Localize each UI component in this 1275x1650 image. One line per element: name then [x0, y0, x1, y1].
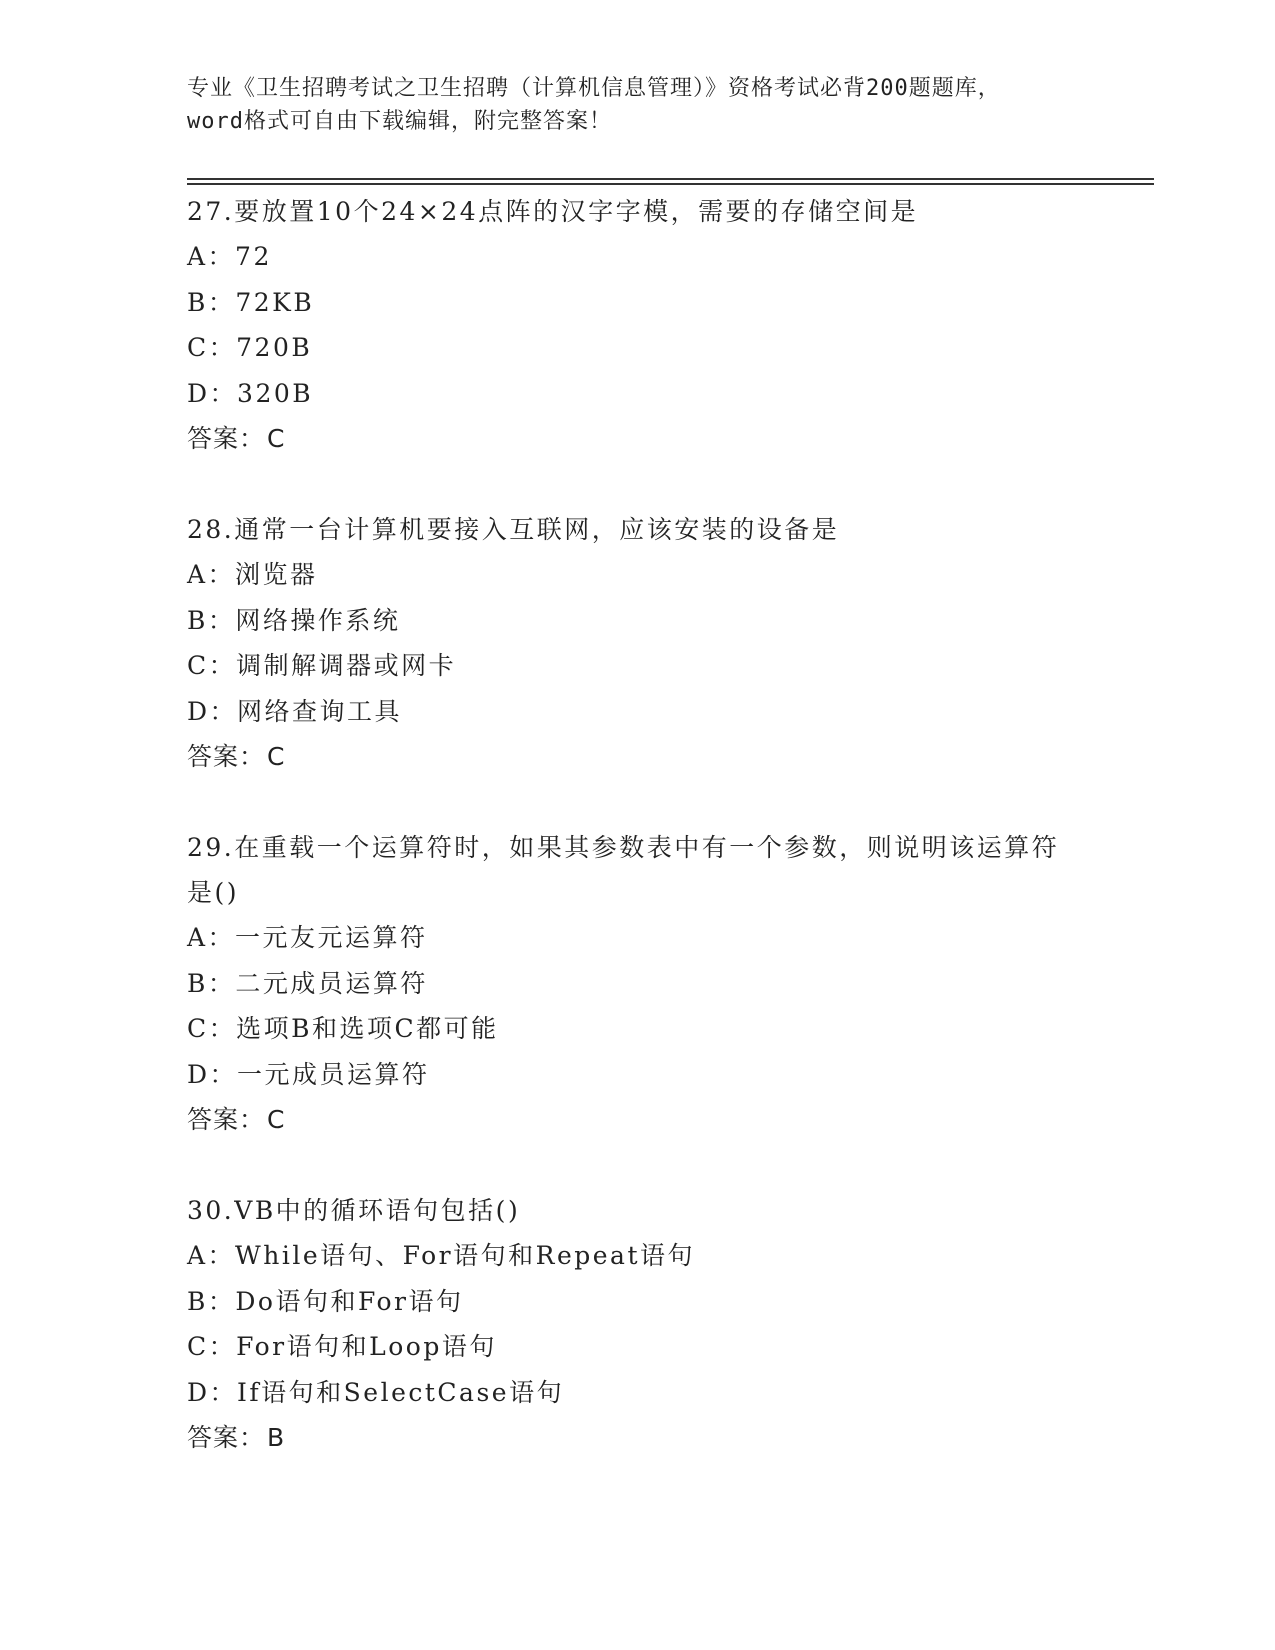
option-a: A：一元友元运算符 [187, 923, 428, 952]
header-line-2: word格式可自由下载编辑，附完整答案！ [187, 109, 612, 134]
answer-line [187, 416, 1087, 461]
option-c: C：720B [187, 333, 313, 362]
option-a: A：While语句、For语句和Repeat语句 [187, 1241, 695, 1270]
option-c: C：选项B和选项C都可能 [187, 1014, 499, 1043]
option-c: C：调制解调器或网卡 [187, 651, 457, 680]
document-header [187, 72, 1087, 138]
answer-label: 答案： [187, 424, 266, 453]
answer-value: B [267, 1423, 286, 1452]
question-27 [187, 189, 1087, 461]
option-b: B：网络操作系统 [187, 605, 401, 635]
question-stem: 27.要放置10个24×24点阵的汉字字模，需要的存储空间是 [187, 197, 919, 226]
question-stem: 29.在重载一个运算符时，如果其参数表中有一个参数，则说明该运算符是() [187, 833, 1060, 907]
question-stem: 30.VB中的循环语句包括() [187, 1196, 521, 1225]
answer-label: 答案： [187, 1423, 266, 1452]
option-b: B：Do语句和For语句 [187, 1286, 464, 1316]
option-c: C：For语句和Loop语句 [187, 1332, 497, 1361]
answer-label: 答案： [187, 742, 266, 771]
answer-value: C [267, 742, 286, 771]
option-b: B：二元成员运算符 [187, 968, 428, 998]
question-30 [187, 1188, 1087, 1460]
option-d: D：320B [187, 378, 314, 408]
header-divider-bottom [187, 183, 1154, 185]
answer-line [187, 1097, 1087, 1142]
option-d: D：网络查询工具 [187, 696, 403, 726]
question-29 [187, 825, 1087, 1142]
option-d: D：一元成员运算符 [187, 1059, 430, 1089]
header-line-1: 专业《卫生招聘考试之卫生招聘（计算机信息管理）》资格考试必背200题题库， [187, 76, 1001, 101]
answer-label: 答案： [187, 1105, 266, 1134]
answer-line [187, 1415, 1087, 1460]
option-a: A：72 [187, 242, 272, 271]
question-list [187, 189, 1087, 1506]
question-stem: 28.通常一台计算机要接入互联网，应该安装的设备是 [187, 515, 840, 544]
option-a: A：浏览器 [187, 560, 318, 589]
answer-value: C [267, 1105, 286, 1134]
option-d: D：If语句和SelectCase语句 [187, 1377, 565, 1407]
header-divider-top [187, 178, 1154, 180]
question-28 [187, 507, 1087, 779]
option-b: B：72KB [187, 287, 315, 317]
answer-value: C [267, 424, 286, 453]
answer-line [187, 734, 1087, 779]
